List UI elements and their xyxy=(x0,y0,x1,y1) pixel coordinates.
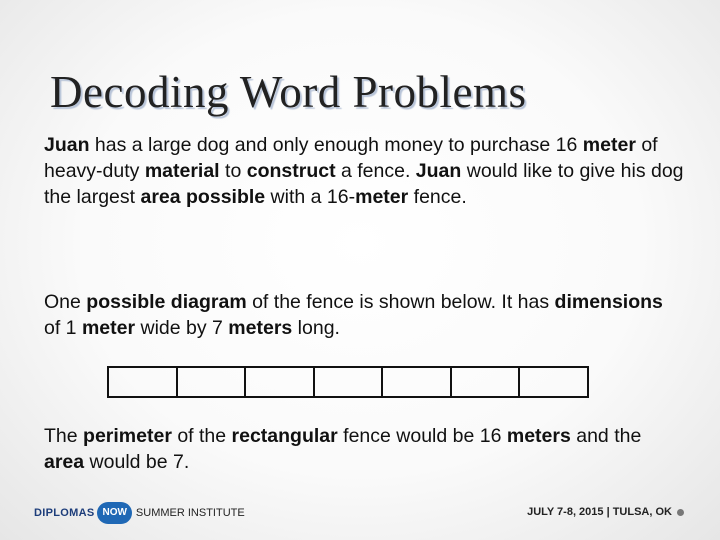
event-info xyxy=(527,506,684,518)
logo-diplomas-text: DIPLOMAS xyxy=(34,507,95,519)
text-run: One xyxy=(44,291,87,313)
fence-section xyxy=(178,368,247,396)
fence-section xyxy=(246,368,315,396)
fence-section xyxy=(383,368,452,396)
text-run: The xyxy=(44,425,84,447)
bold-term: perimeter xyxy=(83,425,172,447)
logo-subtitle: SUMMER INSTITUTE xyxy=(135,507,245,519)
bold-term: material xyxy=(144,160,220,182)
text-run: has a large dog and only enough money to purchase 16 xyxy=(89,134,583,156)
text-run: of the fence is shown below. It has xyxy=(246,291,555,313)
text-run: long. xyxy=(292,317,340,339)
diplomas-now-logo xyxy=(34,500,245,526)
fence-section xyxy=(315,368,384,396)
event-text: JULY 7-8, 2015 | TULSA, OK xyxy=(527,506,672,518)
bold-term: meters xyxy=(506,425,571,447)
bold-term: construct xyxy=(246,160,336,182)
bold-term: area possible xyxy=(140,186,266,208)
result-paragraph xyxy=(44,423,684,475)
fence-section xyxy=(452,368,521,396)
text-run: would like to give his dog the largest xyxy=(44,160,684,208)
bold-term: rectangular xyxy=(231,425,338,447)
bold-term: meter xyxy=(355,186,409,208)
text-run: fence. xyxy=(408,186,467,208)
bullet-dot-icon xyxy=(677,509,684,516)
text-run: of the xyxy=(171,425,232,447)
fence-section xyxy=(109,368,178,396)
text-run: fence would be 16 xyxy=(337,425,507,447)
text-run: of 1 xyxy=(44,317,82,339)
fence-diagram xyxy=(107,366,589,398)
text-run: of heavy-duty xyxy=(44,134,658,182)
fence-section xyxy=(520,368,587,396)
text-run: with a 16- xyxy=(265,186,356,208)
problem-paragraph xyxy=(44,132,684,210)
bold-term: Juan xyxy=(44,134,90,156)
bold-term: dimensions xyxy=(554,291,663,313)
bold-term: Juan xyxy=(415,160,462,182)
text-run: and the xyxy=(570,425,642,447)
diagram-paragraph xyxy=(44,289,684,341)
bold-term: meter xyxy=(582,134,636,156)
text-run: would be 7. xyxy=(84,451,190,473)
bold-term: meters xyxy=(228,317,293,339)
slide-title: Decoding Word Problems xyxy=(50,67,527,117)
text-run: a fence. xyxy=(335,160,416,182)
bold-term: area xyxy=(44,451,85,473)
bold-term: meter xyxy=(81,317,136,339)
bold-term: possible diagram xyxy=(86,291,247,313)
logo-now-badge: NOW xyxy=(97,502,131,524)
text-run: to xyxy=(219,160,247,182)
text-run: wide by 7 xyxy=(135,317,229,339)
